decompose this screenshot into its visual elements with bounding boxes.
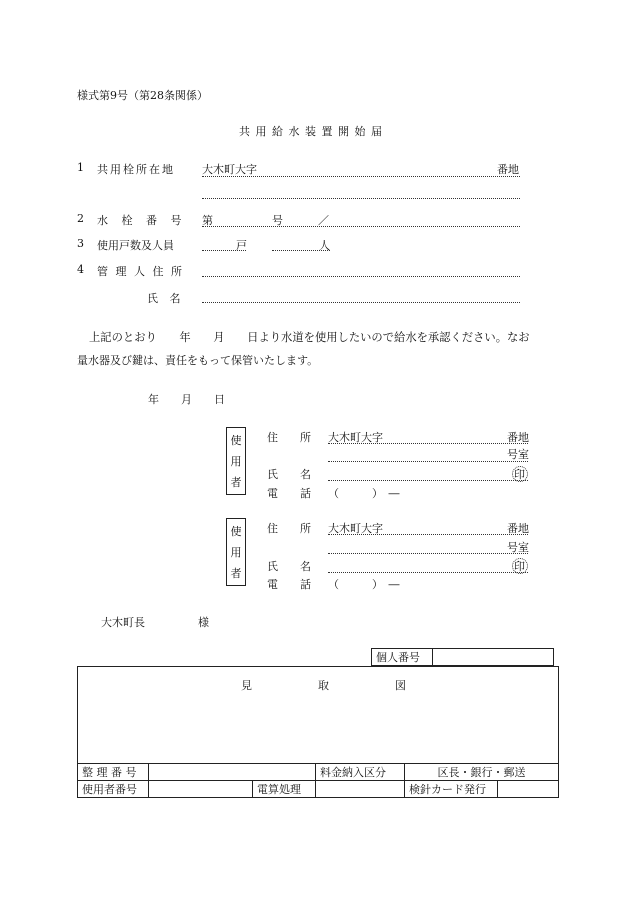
manager-address-line[interactable] bbox=[202, 276, 520, 277]
user-label-char: 者 bbox=[230, 567, 242, 580]
location-label: 共用栓所在地 bbox=[97, 163, 175, 176]
user-2-name-label: 氏 名 bbox=[267, 560, 311, 573]
payment-category-label: 料金納入区分 bbox=[316, 764, 405, 781]
user-2-banchi: 番地 bbox=[507, 522, 529, 535]
meter-card-value[interactable] bbox=[498, 781, 559, 798]
payment-options[interactable]: 区長・銀行・郵送 bbox=[405, 764, 559, 781]
item-2-number: 2 bbox=[77, 212, 84, 225]
body-text-line-1: 上記のとおり 年 月 日より水道を使用したいので給水を承認ください。なお bbox=[89, 331, 530, 344]
households-label: 使用戸数及人員 bbox=[97, 239, 174, 252]
addressee-name: 大木町長 bbox=[101, 616, 145, 629]
location-prefix: 大木町大字 bbox=[202, 163, 257, 176]
manager-address-label: 管 理 人 住 所 bbox=[97, 265, 184, 278]
user-2-town: 大木町大字 bbox=[328, 522, 383, 535]
user-1-address-label: 住 所 bbox=[267, 431, 311, 444]
location-line-1[interactable] bbox=[202, 176, 520, 177]
computer-processing-value[interactable] bbox=[316, 781, 405, 798]
sketch-label: 見 取 図 bbox=[241, 679, 406, 692]
user-2-address-label: 住 所 bbox=[267, 522, 311, 535]
user-number-value[interactable] bbox=[149, 781, 253, 798]
office-table bbox=[77, 763, 559, 798]
location-line-2[interactable] bbox=[202, 198, 520, 199]
user-1-address-line-2[interactable] bbox=[328, 461, 528, 462]
location-suffix: 番地 bbox=[497, 163, 519, 176]
item-3-number: 3 bbox=[77, 237, 84, 250]
ref-number-label: 整 理 番 号 bbox=[78, 764, 149, 781]
user-2-phone-label: 電 話 bbox=[267, 578, 311, 591]
item-1-number: 1 bbox=[77, 161, 84, 174]
date-line: 年 月 日 bbox=[148, 393, 225, 406]
user-label-char: 用 bbox=[230, 455, 242, 468]
user-2-address-line-2[interactable] bbox=[328, 553, 528, 554]
user-1-banchi: 番地 bbox=[507, 431, 529, 444]
ref-number-value[interactable] bbox=[149, 764, 316, 781]
user-label-char: 用 bbox=[230, 546, 242, 559]
user-label-box-2 bbox=[226, 518, 246, 586]
user-label-box-1 bbox=[226, 427, 246, 495]
user-1-room: 号室 bbox=[507, 448, 529, 461]
faucet-prefix: 第 bbox=[202, 214, 213, 227]
personal-number-table bbox=[371, 648, 554, 666]
user-label-char: 者 bbox=[230, 476, 242, 489]
user-1-seal: 印 bbox=[514, 468, 525, 481]
manager-name-label: 氏 名 bbox=[147, 292, 185, 305]
user-2-phone-value[interactable]: （ ） ― bbox=[328, 578, 400, 591]
user-1-town: 大木町大字 bbox=[328, 431, 383, 444]
item-4-number: 4 bbox=[77, 263, 84, 276]
personal-number-value[interactable] bbox=[433, 649, 554, 666]
user-2-seal: 印 bbox=[514, 560, 525, 573]
user-1-name-label: 氏 名 bbox=[267, 468, 311, 481]
user-2-address-line-1[interactable] bbox=[328, 534, 528, 535]
user-1-address-line-1[interactable] bbox=[328, 443, 528, 444]
computer-processing-label: 電算処理 bbox=[253, 781, 316, 798]
faucet-mid: 号 bbox=[272, 214, 283, 227]
user-1-phone-label: 電 話 bbox=[267, 487, 311, 500]
page-title: 共 用 給 水 装 置 開 始 届 bbox=[239, 125, 383, 138]
faucet-label: 水 栓 番 号 bbox=[97, 214, 187, 227]
manager-name-line[interactable] bbox=[202, 302, 520, 303]
user-2-room: 号室 bbox=[507, 541, 529, 554]
personal-number-label: 個人番号 bbox=[372, 649, 433, 666]
user-2-name-line[interactable] bbox=[328, 572, 528, 573]
form-number: 様式第9号（第28条関係） bbox=[77, 89, 208, 102]
user-label-char: 使 bbox=[230, 525, 242, 538]
meter-card-label: 検針カード発行 bbox=[405, 781, 498, 798]
addressee-honorific: 様 bbox=[198, 616, 209, 629]
user-label-char: 使 bbox=[230, 434, 242, 447]
faucet-line[interactable] bbox=[202, 226, 520, 227]
sketch-area[interactable] bbox=[77, 666, 559, 764]
user-number-label: 使用者番号 bbox=[78, 781, 149, 798]
user-1-phone-value[interactable]: （ ） ― bbox=[328, 487, 400, 500]
households-unit: 戸 bbox=[236, 239, 247, 252]
body-text-line-2: 量水器及び鍵は、責任をもって保管いたします。 bbox=[77, 354, 319, 367]
faucet-slash: ／ bbox=[318, 214, 329, 227]
user-1-name-line[interactable] bbox=[328, 480, 528, 481]
persons-unit: 人 bbox=[319, 239, 330, 252]
